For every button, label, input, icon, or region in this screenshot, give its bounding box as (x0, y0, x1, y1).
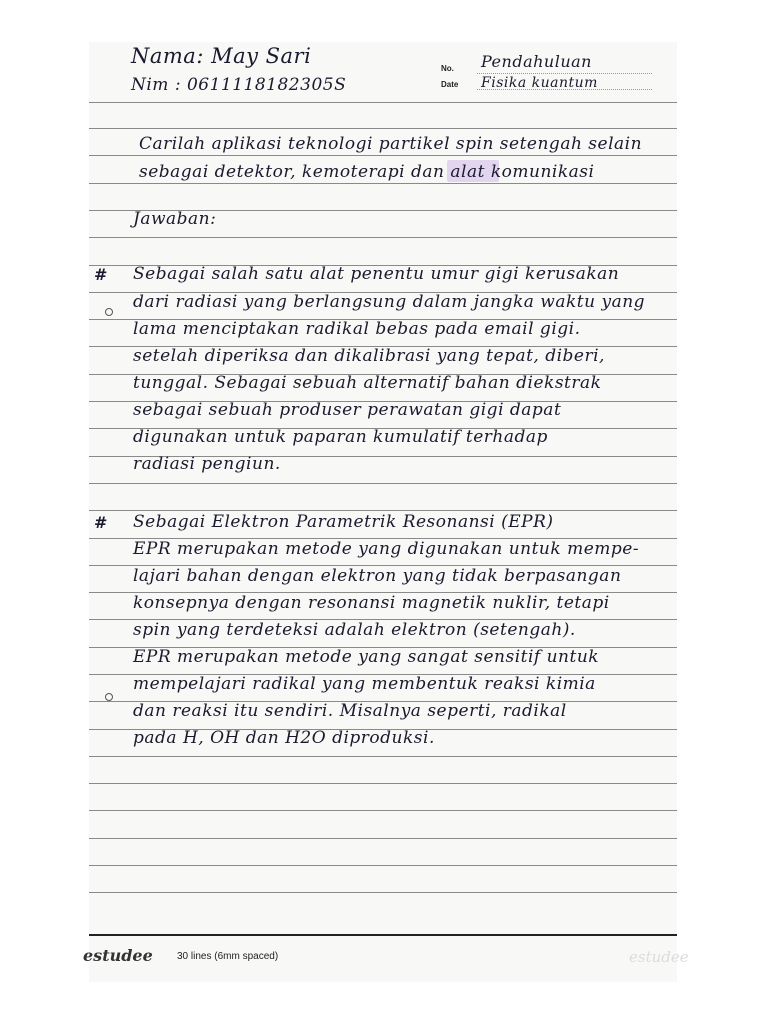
question-line: Carilah aplikasi teknologi partikel spin setengah selain (139, 134, 643, 154)
no-label: No. (441, 64, 454, 73)
answer2-line: EPR merupakan metode yang sangat sensitif untuk (133, 647, 600, 667)
answer1-line: digunakan untuk paparan kumulatif terhadap (133, 427, 548, 447)
answer2-line: konsepnya dengan resonansi magnetik nuklir, tetapi (133, 593, 610, 613)
answer2-line: dan reaksi itu sendiri. Misalnya seperti, radikal (133, 701, 567, 721)
student-nim: Nim : 0611118182305S (131, 75, 347, 95)
brand-logo: estudee (83, 946, 153, 965)
notebook-page (83, 42, 689, 982)
answer2-line: pada H, OH dan H2O diproduksi. (133, 728, 435, 748)
answer1-line: dari radiasi yang berlangsung dalam jangka waktu yang (133, 292, 646, 312)
student-name: Nama: May Sari (131, 44, 312, 68)
brand-watermark: estudee (629, 948, 689, 966)
answer2-line: EPR merupakan metode yang digunakan untuk mempe- (133, 539, 640, 559)
bullet-mark: # (94, 265, 108, 284)
binder-hole (105, 693, 113, 701)
date-label: Date (441, 80, 459, 89)
ruled-line (89, 155, 677, 156)
answer1-line: sebagai sebuah produser perawatan gigi dapat (133, 400, 562, 420)
answer1-line: setelah diperiksa dan dikalibrasi yang tepat, diberi, (133, 346, 605, 366)
ruled-line (89, 783, 677, 784)
ruled-line (89, 865, 677, 866)
answer2-line: spin yang terdeteksi adalah elektron (setengah). (133, 620, 576, 640)
answer2-line: lajari bahan dengan elektron yang tidak berpasangan (133, 566, 622, 586)
ruled-line (89, 510, 677, 511)
footer-rule (89, 934, 677, 936)
binder-hole (105, 308, 113, 316)
ruled-line (89, 128, 677, 129)
ruled-line (89, 756, 677, 757)
bullet-mark: # (94, 513, 108, 532)
ruled-line (89, 838, 677, 839)
ruled-line (89, 102, 677, 103)
paper-spec-label: 30 lines (6mm spaced) (177, 951, 279, 962)
question-line: sebagai detektor, kemoterapi dan alat komunikasi (139, 162, 595, 182)
answer2-line: mempelajari radikal yang membentuk reaksi kimia (133, 674, 596, 694)
answer1-line: radiasi pengiun. (133, 454, 281, 474)
answer-label: Jawaban: (133, 209, 217, 229)
ruled-line (89, 483, 677, 484)
no-field-line (477, 73, 652, 74)
ruled-line (89, 183, 677, 184)
date-value: Fisika kuantum (481, 75, 598, 91)
ruled-line (89, 810, 677, 811)
no-value: Pendahuluan (481, 52, 592, 71)
answer2-line: Sebagai Elektron Parametrik Resonansi (EPR) (133, 512, 554, 532)
ruled-line (89, 237, 677, 238)
answer1-line: lama menciptakan radikal bebas pada email gigi. (133, 319, 581, 339)
answer1-line: Sebagai salah satu alat penentu umur gigi kerusakan (133, 264, 620, 284)
answer1-line: tunggal. Sebagai sebuah alternatif bahan diekstrak (133, 373, 602, 393)
ruled-line (89, 892, 677, 893)
